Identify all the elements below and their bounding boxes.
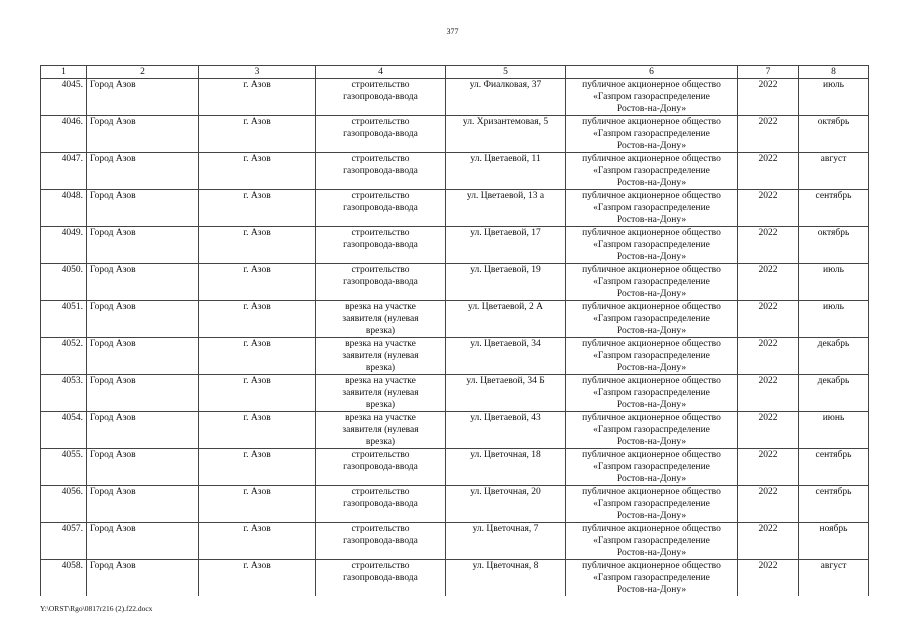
work-type-cell-line: строительство <box>351 80 410 90</box>
organization-cell-line: «Газпром газораспределение <box>593 203 710 213</box>
organization-cell <box>566 227 738 264</box>
locality-cell: г. Азов <box>199 79 316 116</box>
address-cell: ул. Хризантемовая, 5 <box>446 116 566 153</box>
locality-cell: г. Азов <box>199 412 316 449</box>
address-cell: ул. Цветочная, 20 <box>446 486 566 523</box>
work-type-cell-line: газопровода-ввода <box>343 277 418 287</box>
organization-cell-line: Ростов-на-Дону» <box>616 437 687 447</box>
organization-cell-line: «Газпром газораспределение <box>593 388 710 398</box>
work-type-cell <box>316 486 446 523</box>
district-cell: Город Азов <box>87 79 199 116</box>
row-number: 4051. <box>41 301 87 338</box>
locality-cell: г. Азов <box>199 227 316 264</box>
month-cell: сентябрь <box>799 486 869 523</box>
work-type-cell <box>316 227 446 264</box>
year-cell: 2022 <box>738 116 799 153</box>
locality-cell: г. Азов <box>199 449 316 486</box>
address-cell: ул. Цветаевой, 43 <box>446 412 566 449</box>
organization-cell-line: «Газпром газораспределение <box>593 351 710 361</box>
work-type-cell <box>316 449 446 486</box>
organization-cell-line: «Газпром газораспределение <box>593 92 710 102</box>
work-type-cell <box>316 153 446 190</box>
work-type-cell <box>316 412 446 449</box>
table-row <box>41 412 869 449</box>
row-number: 4047. <box>41 153 87 190</box>
table-row <box>41 190 869 227</box>
organization-cell-line: публичное акционерное общество <box>582 265 721 275</box>
work-type-cell-line: строительство <box>351 117 410 127</box>
work-type-cell-line: врезка на участке <box>345 376 416 386</box>
row-number: 4053. <box>41 375 87 412</box>
table-row <box>41 153 869 190</box>
address-cell: ул. Цветочная, 18 <box>446 449 566 486</box>
work-type-cell-line: строительство <box>351 265 410 275</box>
year-cell: 2022 <box>738 375 799 412</box>
organization-cell-line: «Газпром газораспределение <box>593 277 710 287</box>
organization-cell <box>566 449 738 486</box>
locality-cell: г. Азов <box>199 375 316 412</box>
table-row <box>41 301 869 338</box>
column-header: 2 <box>87 66 199 79</box>
organization-cell <box>566 486 738 523</box>
row-number: 4055. <box>41 449 87 486</box>
locality-cell: г. Азов <box>199 190 316 227</box>
column-header: 7 <box>738 66 799 79</box>
table-row <box>41 116 869 153</box>
organization-cell-line: «Газпром газораспределение <box>593 499 710 509</box>
work-type-cell-line: строительство <box>351 487 410 497</box>
organization-cell <box>566 375 738 412</box>
organization-cell-line: Ростов-на-Дону» <box>616 585 687 595</box>
address-cell: ул. Цветаевой, 13 а <box>446 190 566 227</box>
organization-cell-line: Ростов-на-Дону» <box>616 474 687 484</box>
organization-cell-line: Ростов-на-Дону» <box>616 548 687 558</box>
work-type-cell-line: газопровода-ввода <box>343 92 418 102</box>
year-cell: 2022 <box>738 190 799 227</box>
work-type-cell <box>316 190 446 227</box>
page-number: 377 <box>446 27 459 36</box>
month-cell: июнь <box>799 412 869 449</box>
year-cell: 2022 <box>738 301 799 338</box>
work-type-cell <box>316 523 446 560</box>
work-type-cell-line: врезка на участке <box>345 339 416 349</box>
year-cell: 2022 <box>738 486 799 523</box>
district-cell: Город Азов <box>87 190 199 227</box>
work-type-cell-line: строительство <box>351 154 410 164</box>
work-type-cell-line: газопровода-ввода <box>343 166 418 176</box>
locality-cell: г. Азов <box>199 116 316 153</box>
year-cell: 2022 <box>738 153 799 190</box>
address-cell: ул. Фиалковая, 37 <box>446 79 566 116</box>
month-cell: сентябрь <box>799 190 869 227</box>
work-type-cell <box>316 338 446 375</box>
organization-cell-line: «Газпром газораспределение <box>593 166 710 176</box>
table-header-row <box>41 66 869 79</box>
locality-cell: г. Азов <box>199 523 316 560</box>
address-cell: ул. Цветаевой, 34 <box>446 338 566 375</box>
locality-cell: г. Азов <box>199 264 316 301</box>
row-number: 4052. <box>41 338 87 375</box>
column-header: 1 <box>41 66 87 79</box>
district-cell: Город Азов <box>87 227 199 264</box>
district-cell: Город Азов <box>87 449 199 486</box>
row-number: 4057. <box>41 523 87 560</box>
table-row <box>41 227 869 264</box>
row-number: 4049. <box>41 227 87 264</box>
district-cell: Город Азов <box>87 412 199 449</box>
organization-cell-line: Ростов-на-Дону» <box>616 178 687 188</box>
organization-cell <box>566 153 738 190</box>
organization-cell-line: «Газпром газораспределение <box>593 240 710 250</box>
organization-cell-line: публичное акционерное общество <box>582 302 721 312</box>
district-cell: Город Азов <box>87 486 199 523</box>
year-cell: 2022 <box>738 523 799 560</box>
organization-cell-line: Ростов-на-Дону» <box>616 141 687 151</box>
work-type-cell-line: строительство <box>351 561 410 571</box>
organization-cell <box>566 190 738 227</box>
locality-cell: г. Азов <box>199 486 316 523</box>
work-type-cell-line: строительство <box>351 191 410 201</box>
address-cell: ул. Цветочная, 8 <box>446 560 566 597</box>
month-cell: ноябрь <box>799 523 869 560</box>
organization-cell-line: публичное акционерное общество <box>582 80 721 90</box>
district-cell: Город Азов <box>87 264 199 301</box>
organization-cell-line: Ростов-на-Дону» <box>616 363 687 373</box>
month-cell: июль <box>799 79 869 116</box>
row-number: 4045. <box>41 79 87 116</box>
work-type-cell-line: врезка) <box>365 326 396 336</box>
district-cell: Город Азов <box>87 523 199 560</box>
row-number: 4056. <box>41 486 87 523</box>
district-cell: Город Азов <box>87 116 199 153</box>
organization-cell-line: «Газпром газораспределение <box>593 462 710 472</box>
address-cell: ул. Цветаевой, 11 <box>446 153 566 190</box>
row-number: 4058. <box>41 560 87 597</box>
year-cell: 2022 <box>738 227 799 264</box>
organization-cell-line: публичное акционерное общество <box>582 117 721 127</box>
organization-cell-line: Ростов-на-Дону» <box>616 326 687 336</box>
organization-cell-line: Ростов-на-Дону» <box>616 289 687 299</box>
locality-cell: г. Азов <box>199 338 316 375</box>
organization-cell <box>566 338 738 375</box>
month-cell: июль <box>799 301 869 338</box>
organization-cell-line: «Газпром газораспределение <box>593 573 710 583</box>
row-number: 4054. <box>41 412 87 449</box>
district-cell: Город Азов <box>87 375 199 412</box>
organization-cell-line: публичное акционерное общество <box>582 413 721 423</box>
work-type-cell-line: врезка) <box>365 400 396 410</box>
organization-cell <box>566 116 738 153</box>
work-type-cell <box>316 264 446 301</box>
table-row <box>41 523 869 560</box>
year-cell: 2022 <box>738 560 799 597</box>
table-row <box>41 449 869 486</box>
address-cell: ул. Цветаевой, 34 Б <box>446 375 566 412</box>
organization-cell-line: публичное акционерное общество <box>582 154 721 164</box>
organization-cell-line: публичное акционерное общество <box>582 561 721 571</box>
work-type-cell-line: заявителя (нулевая <box>342 425 419 435</box>
file-path-footer: Y:\ORST\Rgo\0817r216 (2).f22.docx <box>40 604 153 613</box>
organization-cell-line: «Газпром газораспределение <box>593 425 710 435</box>
organization-cell-line: Ростов-на-Дону» <box>616 400 687 410</box>
locality-cell: г. Азов <box>199 301 316 338</box>
work-type-cell <box>316 116 446 153</box>
table-row <box>41 79 869 116</box>
work-type-cell <box>316 79 446 116</box>
organization-cell-line: Ростов-на-Дону» <box>616 215 687 225</box>
month-cell: октябрь <box>799 227 869 264</box>
table-row <box>41 338 869 375</box>
column-header: 5 <box>446 66 566 79</box>
organization-cell-line: Ростов-на-Дону» <box>616 104 687 114</box>
table-row <box>41 264 869 301</box>
address-cell: ул. Цветаевой, 19 <box>446 264 566 301</box>
row-number: 4048. <box>41 190 87 227</box>
organization-cell-line: публичное акционерное общество <box>582 524 721 534</box>
year-cell: 2022 <box>738 412 799 449</box>
work-type-cell-line: газопровода-ввода <box>343 240 418 250</box>
organization-cell-line: публичное акционерное общество <box>582 228 721 238</box>
year-cell: 2022 <box>738 338 799 375</box>
organization-cell-line: публичное акционерное общество <box>582 376 721 386</box>
work-type-cell-line: газопровода-ввода <box>343 203 418 213</box>
organization-cell <box>566 560 738 597</box>
organization-cell <box>566 523 738 560</box>
organization-cell-line: публичное акционерное общество <box>582 450 721 460</box>
organization-cell <box>566 79 738 116</box>
month-cell: октябрь <box>799 116 869 153</box>
year-cell: 2022 <box>738 264 799 301</box>
organization-cell-line: «Газпром газораспределение <box>593 536 710 546</box>
organization-cell-line: «Газпром газораспределение <box>593 129 710 139</box>
month-cell: декабрь <box>799 375 869 412</box>
organization-cell <box>566 301 738 338</box>
year-cell: 2022 <box>738 449 799 486</box>
work-type-cell-line: газопровода-ввода <box>343 129 418 139</box>
year-cell: 2022 <box>738 79 799 116</box>
month-cell: июль <box>799 264 869 301</box>
work-type-cell-line: врезка на участке <box>345 302 416 312</box>
document-table <box>40 65 869 596</box>
organization-cell-line: «Газпром газораспределение <box>593 314 710 324</box>
locality-cell: г. Азов <box>199 153 316 190</box>
column-header: 8 <box>799 66 869 79</box>
work-type-cell-line: строительство <box>351 524 410 534</box>
row-number: 4050. <box>41 264 87 301</box>
work-type-cell-line: заявителя (нулевая <box>342 388 419 398</box>
locality-cell: г. Азов <box>199 560 316 597</box>
organization-cell <box>566 264 738 301</box>
organization-cell-line: публичное акционерное общество <box>582 487 721 497</box>
work-type-cell <box>316 375 446 412</box>
column-header: 4 <box>316 66 446 79</box>
work-type-cell-line: врезка) <box>365 363 396 373</box>
work-type-cell-line: газопровода-ввода <box>343 462 418 472</box>
organization-cell-line: публичное акционерное общество <box>582 339 721 349</box>
month-cell: август <box>799 560 869 597</box>
work-type-cell-line: строительство <box>351 228 410 238</box>
column-header: 6 <box>566 66 738 79</box>
organization-cell-line: Ростов-на-Дону» <box>616 511 687 521</box>
district-cell: Город Азов <box>87 301 199 338</box>
work-type-cell-line: врезка на участке <box>345 413 416 423</box>
table-row <box>41 486 869 523</box>
table-row <box>41 375 869 412</box>
organization-cell-line: публичное акционерное общество <box>582 191 721 201</box>
work-type-cell <box>316 560 446 597</box>
work-type-cell-line: строительство <box>351 450 410 460</box>
column-header: 3 <box>199 66 316 79</box>
month-cell: декабрь <box>799 338 869 375</box>
work-type-cell-line: газопровода-ввода <box>343 536 418 546</box>
organization-cell-line: Ростов-на-Дону» <box>616 252 687 262</box>
work-type-cell-line: заявителя (нулевая <box>342 351 419 361</box>
organization-cell <box>566 412 738 449</box>
district-cell: Город Азов <box>87 153 199 190</box>
address-cell: ул. Цветаевой, 2 А <box>446 301 566 338</box>
work-type-cell <box>316 301 446 338</box>
work-type-cell-line: газопровода-ввода <box>343 499 418 509</box>
address-cell: ул. Цветочная, 7 <box>446 523 566 560</box>
row-number: 4046. <box>41 116 87 153</box>
work-type-cell-line: газопровода-ввода <box>343 573 418 583</box>
address-cell: ул. Цветаевой, 17 <box>446 227 566 264</box>
table-row <box>41 560 869 597</box>
district-cell: Город Азов <box>87 560 199 597</box>
work-type-cell-line: заявителя (нулевая <box>342 314 419 324</box>
district-cell: Город Азов <box>87 338 199 375</box>
month-cell: август <box>799 153 869 190</box>
work-type-cell-line: врезка) <box>365 437 396 447</box>
month-cell: сентябрь <box>799 449 869 486</box>
